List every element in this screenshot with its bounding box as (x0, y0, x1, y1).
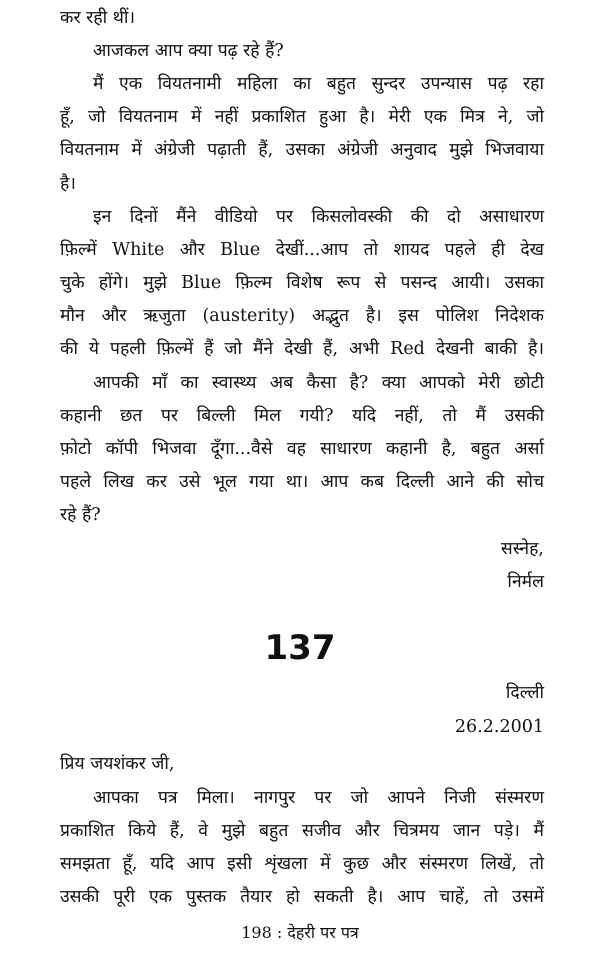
text-line: है। (60, 174, 76, 194)
text-line: फ़ोटो कॉपी भिजवा दूँगा...वैसे वह साधारण कहानी है, बहुत अर्सा (60, 439, 544, 459)
text-line: आपका पत्र मिला। नागपुर पर जो आपने निजी संस्मरण (93, 788, 544, 808)
text-line: उसकी पूरी एक पुस्तक तैयार हो सकती है। आप चाहें, तो उसमें (60, 887, 544, 907)
text-line: इन दिनों मैंने वीडियो पर किसलोवस्की की दो असाधारण (93, 207, 544, 227)
date: 26.2.2001 (454, 717, 544, 737)
text-line: पहले लिख कर उसे भूल गया था। आप कब दिल्ली आने की सोच (60, 472, 544, 492)
text-line: आपकी माँ का स्वास्थ्य अब कैसा है? क्या आपको मेरी छोटी (93, 373, 544, 393)
text-line: मैं एक वियतनामी महिला का बहुत सुन्दर उपन्यास पढ़ रहा (93, 74, 544, 94)
closing: सस्नेह, (500, 539, 544, 559)
text-line: रहे हैं? (60, 505, 101, 525)
text-line: हूँ, जो वियतनाम में नहीं प्रकाशित हुआ है। मेरी एक मित्र ने, जो (60, 107, 544, 127)
signature: निर्मल (507, 572, 544, 592)
text-line: चुके होंगे। मुझे Blue फ़िल्म विशेष रूप से पसन्द आयी। उसका (60, 273, 544, 293)
text-line: फ़िल्में White और Blue देखीं...आप तो शायद पहले ही देख (60, 240, 544, 260)
page-footer: 198 : देहरी पर पत्र (241, 923, 359, 942)
text-line: आजकल आप क्या पढ़ रहे हैं? (93, 41, 284, 61)
text-line: समझता हूँ, यदि आप इसी शृंखला में कुछ और संस्मरण लिखें, तो (60, 854, 544, 874)
text-line: वियतनाम में अंग्रेजी पढ़ाती हैं, उसका अंग्रेजी अनुवाद मुझे भिजवाया (60, 140, 544, 160)
text-line: की ये पहली फ़िल्में हैं जो मैंने देखी हैं, अभी Red देखनी बाकी है। (60, 339, 544, 359)
text-line: कर रही थीं। (60, 8, 136, 28)
text-line: मौन और ऋजुता (austerity) अद्भुत है। इस पोलिश निदेशक (60, 306, 544, 326)
letter-number: 137 (264, 628, 336, 668)
place: दिल्ली (505, 683, 544, 703)
salutation: प्रिय जयशंकर जी, (60, 754, 175, 774)
text-line: प्रकाशित किये हैं, वे मुझे बहुत सजीव और चित्रमय जान पड़े। मैं (60, 821, 544, 841)
text-line: कहानी छत पर बिल्ली मिल गयी? यदि नहीं, तो मैं उसकी (60, 406, 544, 426)
